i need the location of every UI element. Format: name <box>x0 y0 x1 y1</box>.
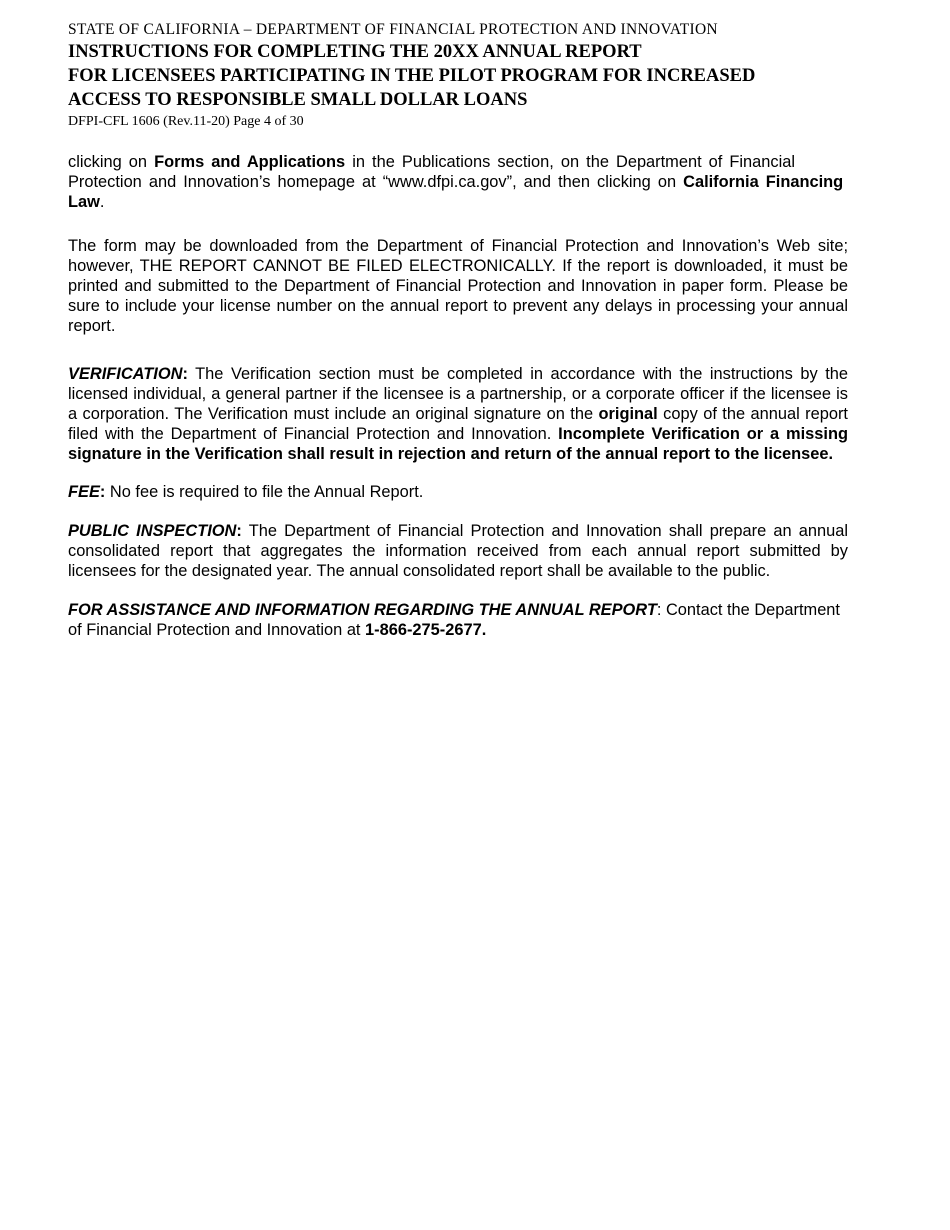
form-number: DFPI-CFL 1606 (Rev.11-20) Page 4 of 30 <box>68 114 304 129</box>
assistance-text: : Contact the Department of Financial Protection and Innovation at <box>68 601 840 639</box>
forms-text-1: clicking on <box>68 153 155 171</box>
fee-paragraph <box>68 482 848 502</box>
forms-text-2: in the Publications section, on the Department of Financial Protection and Innovation’s homepage at “www.dfpi.ca.gov”, and then clicking on <box>68 153 795 191</box>
assistance-heading: FOR ASSISTANCE AND INFORMATION REGARDING THE ANNUAL REPORT <box>68 601 657 619</box>
verification-text-2: copy of the annual report filed with the Department of Financial Protection and Innovation. <box>68 405 848 443</box>
fee-text: No fee is required to file the Annual Report. <box>105 483 424 501</box>
public-inspection-colon: : <box>236 522 242 540</box>
download-paragraph: The form may be downloaded from the Department of Financial Protection and Innovation’s Web site; however, THE REPORT CANNOT BE FILED ELECTRONICALLY. If the report is downloaded, it must be printed and submitted to the Department of Financial Protection and Innovation in paper form. Please be sure to include your license number on the annual report to prevent any delays in processing your annual report. <box>68 237 848 335</box>
forms-and-applications-link-text: Forms and Applications <box>154 153 346 171</box>
verification-text-1: The Verification section must be completed in accordance with the instructions by the licensed individual, a general partner if the licensee is a partnership, or a corporate officer if the licensee is a corporation. The Verification must include an original signature on the <box>68 365 848 423</box>
assistance-paragraph <box>68 600 848 640</box>
document-page <box>68 20 848 640</box>
forms-paragraph <box>68 152 848 212</box>
verification-warning: Incomplete Verification or a missing signature in the Verification shall result in rejection and return of the annual report to the licensee. <box>68 425 848 463</box>
document-header <box>68 20 848 132</box>
forms-text-3: . <box>99 193 105 211</box>
verification-heading: VERIFICATION <box>68 365 183 383</box>
assistance-phone-number: 1-866-275-2677. <box>365 621 487 639</box>
public-inspection-text: The Department of Financial Protection and Innovation shall prepare an annual consolidated report that aggregates the information received from each annual report submitted by licensees for the designated year. The annual consolidated report shall be available to the public. <box>68 522 848 580</box>
fee-heading: FEE <box>68 483 100 501</box>
original-emphasis: original <box>598 405 658 423</box>
agency-line: STATE OF CALIFORNIA – DEPARTMENT OF FINANCIAL PROTECTION AND INNOVATION <box>68 21 718 38</box>
public-inspection-paragraph <box>68 521 848 581</box>
title-line-1: INSTRUCTIONS FOR COMPLETING THE 20XX ANNUAL REPORT <box>68 42 642 62</box>
title-line-3: ACCESS TO RESPONSIBLE SMALL DOLLAR LOANS <box>68 90 528 110</box>
verification-colon: : <box>182 365 188 383</box>
document-body <box>68 152 848 640</box>
california-financing-law-text: California Financing Law <box>68 173 844 211</box>
verification-paragraph <box>68 364 848 464</box>
fee-colon: : <box>99 483 106 501</box>
public-inspection-heading: PUBLIC INSPECTION <box>68 522 237 540</box>
title-line-2: FOR LICENSEES PARTICIPATING IN THE PILOT PROGRAM FOR INCREASED <box>68 66 756 86</box>
